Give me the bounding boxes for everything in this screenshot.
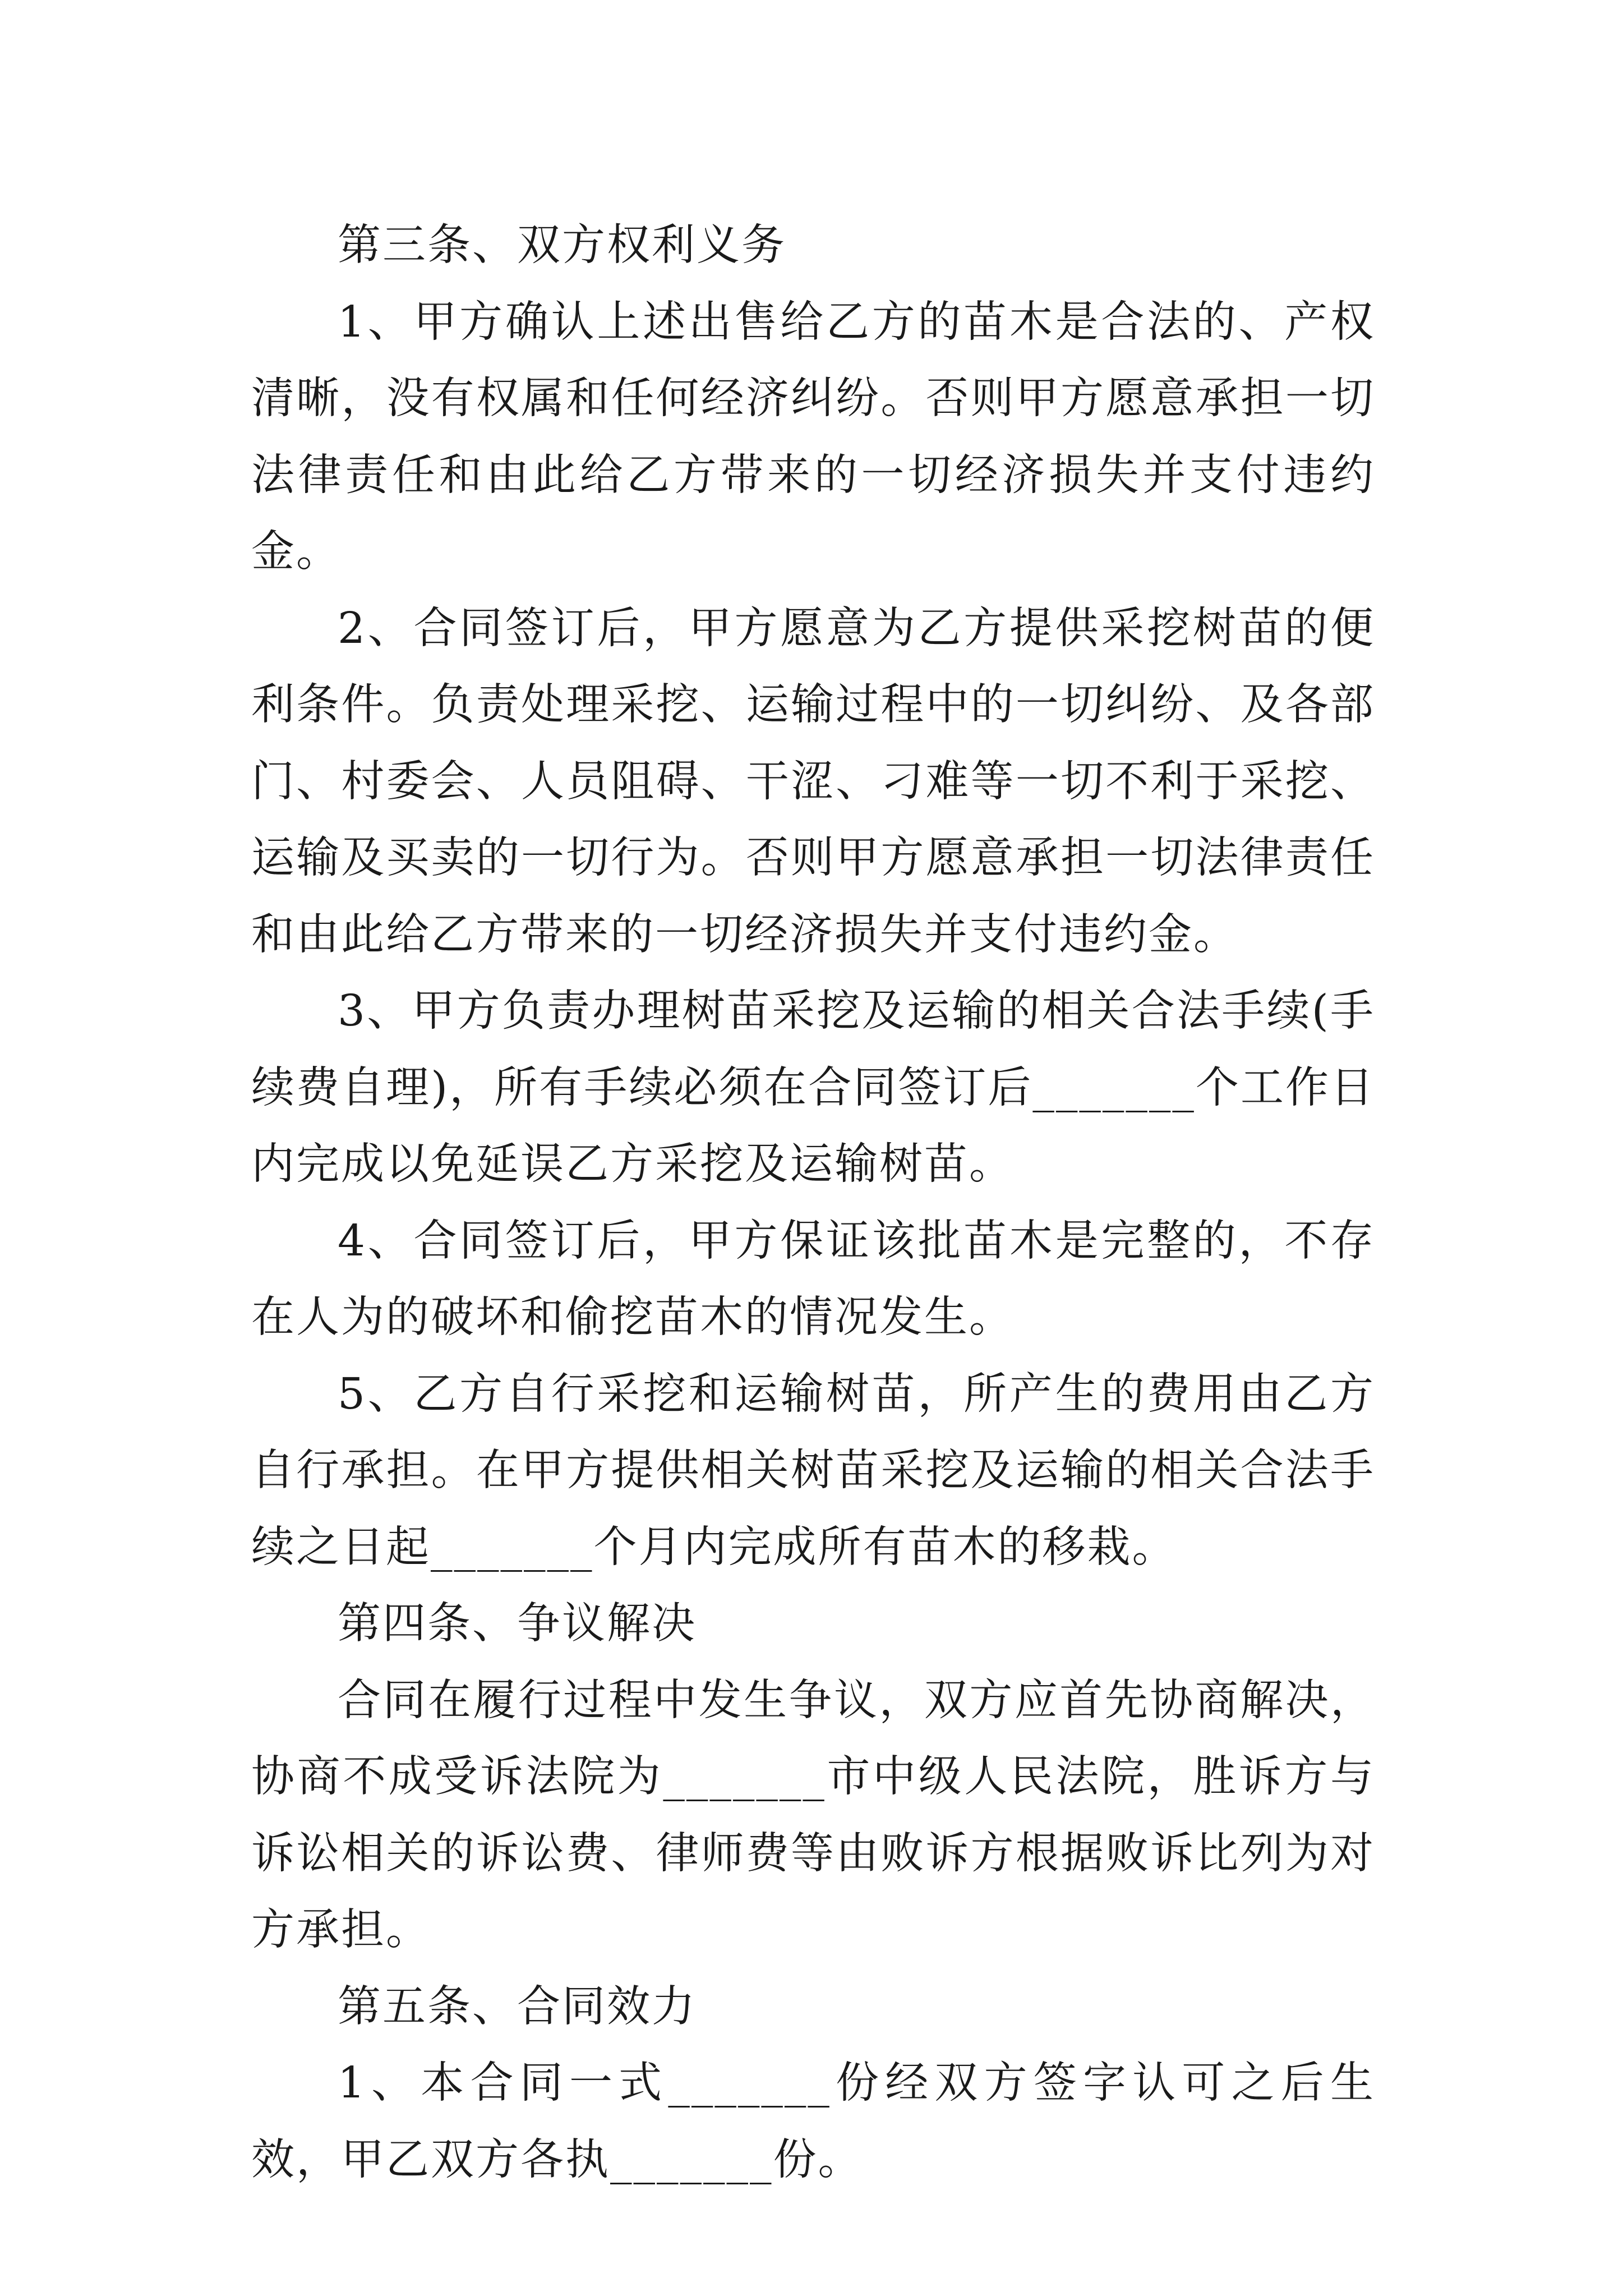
article-5-item-1: 1、本合同一式_______份经双方签字认可之后生效，甲乙双方各执_______份。 [251,2058,1375,2185]
article-3-item-3: 3、甲方负责办理树苗采挖及运输的相关合法手续(手续费自理)，所有手续必须在合同签订后_______个工作日内完成以免延误乙方采挖及运输树苗。 [251,986,1375,1189]
document-body [251,208,1375,2198]
article-5-heading: 第五条、合同效力 [338,1981,697,2032]
article-3-item-1: 1、甲方确认上述出售给乙方的苗木是合法的、产权清晰，没有权属和任何经济纠纷。否则甲方愿意承担一切法律责任和由此给乙方带来的一切经济损失并支付违约金。 [251,297,1375,577]
article-3-heading: 第三条、双方权利义务 [338,220,786,270]
article-3-item-4: 4、合同签订后，甲方保证该批苗木是完整的，不存在人为的破坏和偷挖苗木的情况发生。 [251,1216,1375,1342]
article-3-item-2: 2、合同签订后，甲方愿意为乙方提供采挖树苗的便利条件。负责处理采挖、运输过程中的一切纠纷、及各部门、村委会、人员阻碍、干涩、刁难等一切不利于采挖、运输及买卖的一切行为。否则甲方愿意承担一切法律责任和由此给乙方带来的一切经济损失并支付违约金。 [251,603,1375,960]
article-3-item-5: 5、乙方自行采挖和运输树苗，所产生的费用由乙方自行承担。在甲方提供相关树苗采挖及运输的相关合法手续之日起_______个月内完成所有苗木的移栽。 [251,1369,1375,1572]
article-4-heading: 第四条、争议解决 [338,1599,697,1649]
article-4-body: 合同在履行过程中发生争议，双方应首先协商解决，协商不成受诉法院为_______市中级人民法院，胜诉方与诉讼相关的诉讼费、律师费等由败诉方根据败诉比列为对方承担。 [251,1675,1375,1955]
